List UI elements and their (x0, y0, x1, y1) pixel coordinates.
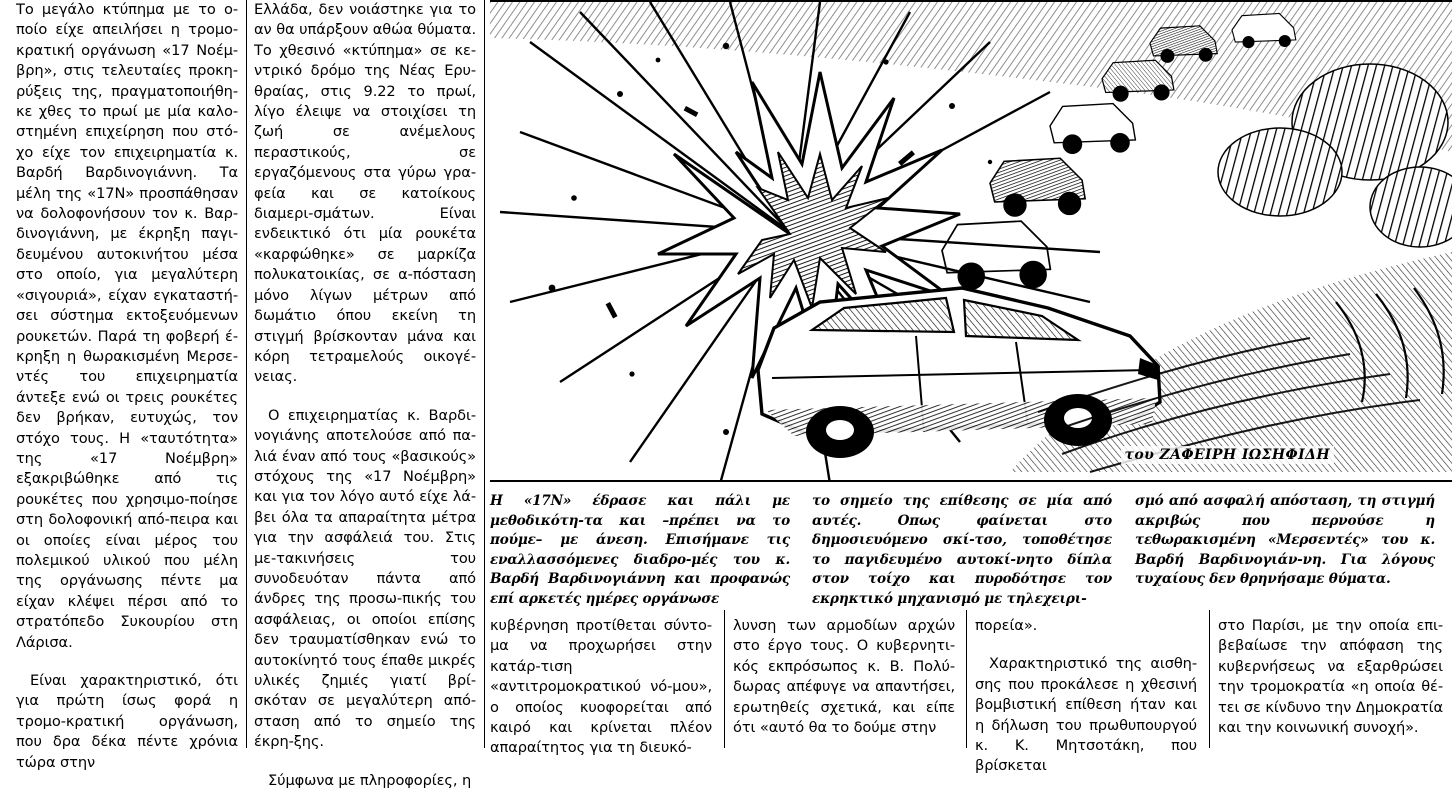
paragraph: Είναι χαρακτηριστικό, ότι για πρώτη ίσως φορά η τρομο-κρατική οργάνωση, που δρα δέκα πέντε χρόνια τώρα στην (16, 672, 238, 771)
article-column-6 (1218, 616, 1443, 756)
paragraph: Ελλάδα, δεν νοιάστηκε για το αν θα υπάρξουν αθώα θύματα. Το χθεσινό «κτύπημα» σε κε-ντρικό δρόμο της Νέας Ερυ-θραίας, στις 9.22 το πρωί, λίγο έλειψε να στοιχίσει τη ζωή σε ανέμελους περαστικούς, σε εργαζόμενους στα γύρω γρα-φεία και σε κατοίκους διαμερι-σμάτων. Είναι ενδεικτικό ότι μία ρουκέτα «καρφώθηκε» σε μαρκίζα πολυκατοικίας, σε α-πόσταση μόνο λίγων μέτρων από δωμάτιο όπου εκείνη τη στιγμή βρίσκονταν μάνα και κόρη τετραμελούς οικογέ-νειας. (254, 1, 476, 386)
caption-column-1: Η «17Ν» έδρασε και πάλι με μεθοδικότη-τα και –πρέπει να το πούμε– με άνεση. Επισήμανε τις εναλλασσόμενες διαδρο-μές του κ. Βαρδή Βαρδινογιάννη και προφανώς επί αρκετές ημέρες οργάνωσε (490, 493, 790, 607)
paragraph: στο Παρίσι, με την οποία επι-βεβαίωσε την απόφαση της κυβερνήσεως να εξαρθρώσει την τρομοκρατία «η οποία θέ-τει σε κίνδυνο την Δημοκρατία και την κοινωνική συνοχή». (1218, 617, 1444, 737)
article-column-3 (490, 616, 712, 777)
paragraph: λυνση των αρμοδίων αρχών στο έργο τους. Ο κυβερνητι-κός εκπρόσωπος κ. Β. Πολύ-δωρας απέφυγε να απαντήσει, ερωτηθείς σχετικά, και είπε ότι «αυτό θα το δούμε στην (733, 617, 955, 737)
illustration-credit: του ΖΑΦΕΙΡΗ ΙΩΣΗΦΙΔΗ (1121, 446, 1334, 464)
column-divider (246, 0, 247, 748)
illustration-caption (490, 492, 1452, 607)
paragraph: κυβέρνηση προτίθεται σύντο-μα να προχωρήσει στην κατάρ-τιση «αντιτρομοκρατικού νό-μου», ο οποίος κυοφορείται από καιρό και κρίνεται πλέον απαραίτητος για τη διευκό- (490, 617, 712, 757)
paragraph: Χαρακτηριστικό της αισθη-σης που προκάλεσε η χθεσινή βομβιστική επίθεση ήταν και η δήλωση του πρωθυπουργού κ. Κ. Μητσοτάκη, που βρίσκεται (975, 655, 1197, 775)
explosion-drawing (490, 2, 1452, 482)
article-column-2 (254, 0, 476, 809)
caption-column-2: το σημείο της επίθεσης σε μία από αυτές. Οπως φαίνεται στο δημοσιευόμενο σκί-τσο, τοποθέτησε το παγιδευμένο αυτοκί-νητο δίπλα στον τοίχο και πυροδότησε τον εκρηκτικό μηχανισμό με τηλεχειρι- (812, 493, 1112, 607)
column-divider (724, 610, 725, 748)
article-illustration (490, 0, 1452, 482)
caption-column-3: σμό από ασφαλή απόσταση, τη στιγμή ακριβώς που περνούσε η τεθωρακισμένη «Μερσεντές» του κ. Βαρδή Βαρδινογιάν-νη. Για λόγους τυχαίους δεν θρηνήσαμε θύματα. (1135, 493, 1435, 588)
column-divider (966, 610, 967, 748)
column-divider (1209, 610, 1210, 748)
column-divider (484, 0, 485, 748)
paragraph: Ο επιχειρηματίας κ. Βαρδι-νογιάνης αποτελούσε από πα-λιά έναν από τους «βασικούς» στόχους της «17 Νοέμβρη» και για τον λόγο αυτό είχε λά-βει όλα τα απαραίτητα μέτρα για την ασφάλειά του. Στις με-τακινήσεις του συνοδευόταν πάντα από άνδρες της προσω-πικής του ασφάλειας, οι οποίοι επίσης δεν τραυματίσθηκαν ενώ το αυτοκίνητό τους έπαθε μικρές υλικές ζημιές γιατί βρί-σκόταν σε μεγαλύτερη από-σταση από το σημείο της έκρη-ξης. (254, 406, 476, 751)
paragraph: Το μεγάλο κτύπημα με το ο-ποίο είχε απειλήσει η τρομο-κρατική οργάνωση «17 Νοέμ-βρη», στις τελευταίες προκη-ρύξεις της, πραγματοποιήθη-κε χθες το πρωί με μία καλο-στημένη επιχείρηση που στό-χο είχε τον επιχειρηματία κ. Βαρδή Βαρδινογιάννη. Τα μέλη της «17Ν» προσπάθησαν να δολοφονήσουν τον κ. Βαρ-δινογιάννη, με έκρηξη παγι-δευμένου αυτοκινήτου μέσα στο οποίο, για μεγαλύτερη «σιγουριά», είχαν εγκαταστή-σει σύστημα εκτοξευόμενων ρουκετών. Παρά τη φοβερή έ-κρηξη η θωρακισμένη Μερσε-ντές του επιχειρηματία άντεξε ενώ οι τρεις ρουκέτες δεν βρήκαν, ευτυχώς, τον στόχο τους. Η «ταυτότητα» της «17 Νοέμβρη» εξακριβώθηκε από τις ρουκέτες που χρησιμο-ποίησε στη δολοφονική από-πειρα και οι οποίες είναι μέρος του πολεμικού υλικού που μέλη της οργάνωσης πέντε μα είχαν κλέψει πέρσι από το στρατόπεδο Συκουρίου στη Λάρισα. (16, 1, 238, 651)
paragraph: πορεία». (975, 617, 1038, 634)
article-column-4 (733, 616, 955, 756)
article-column-5 (975, 616, 1197, 795)
article-column-1 (16, 0, 238, 791)
paragraph: Σύμφωνα με πληροφορίες, η (268, 771, 472, 789)
